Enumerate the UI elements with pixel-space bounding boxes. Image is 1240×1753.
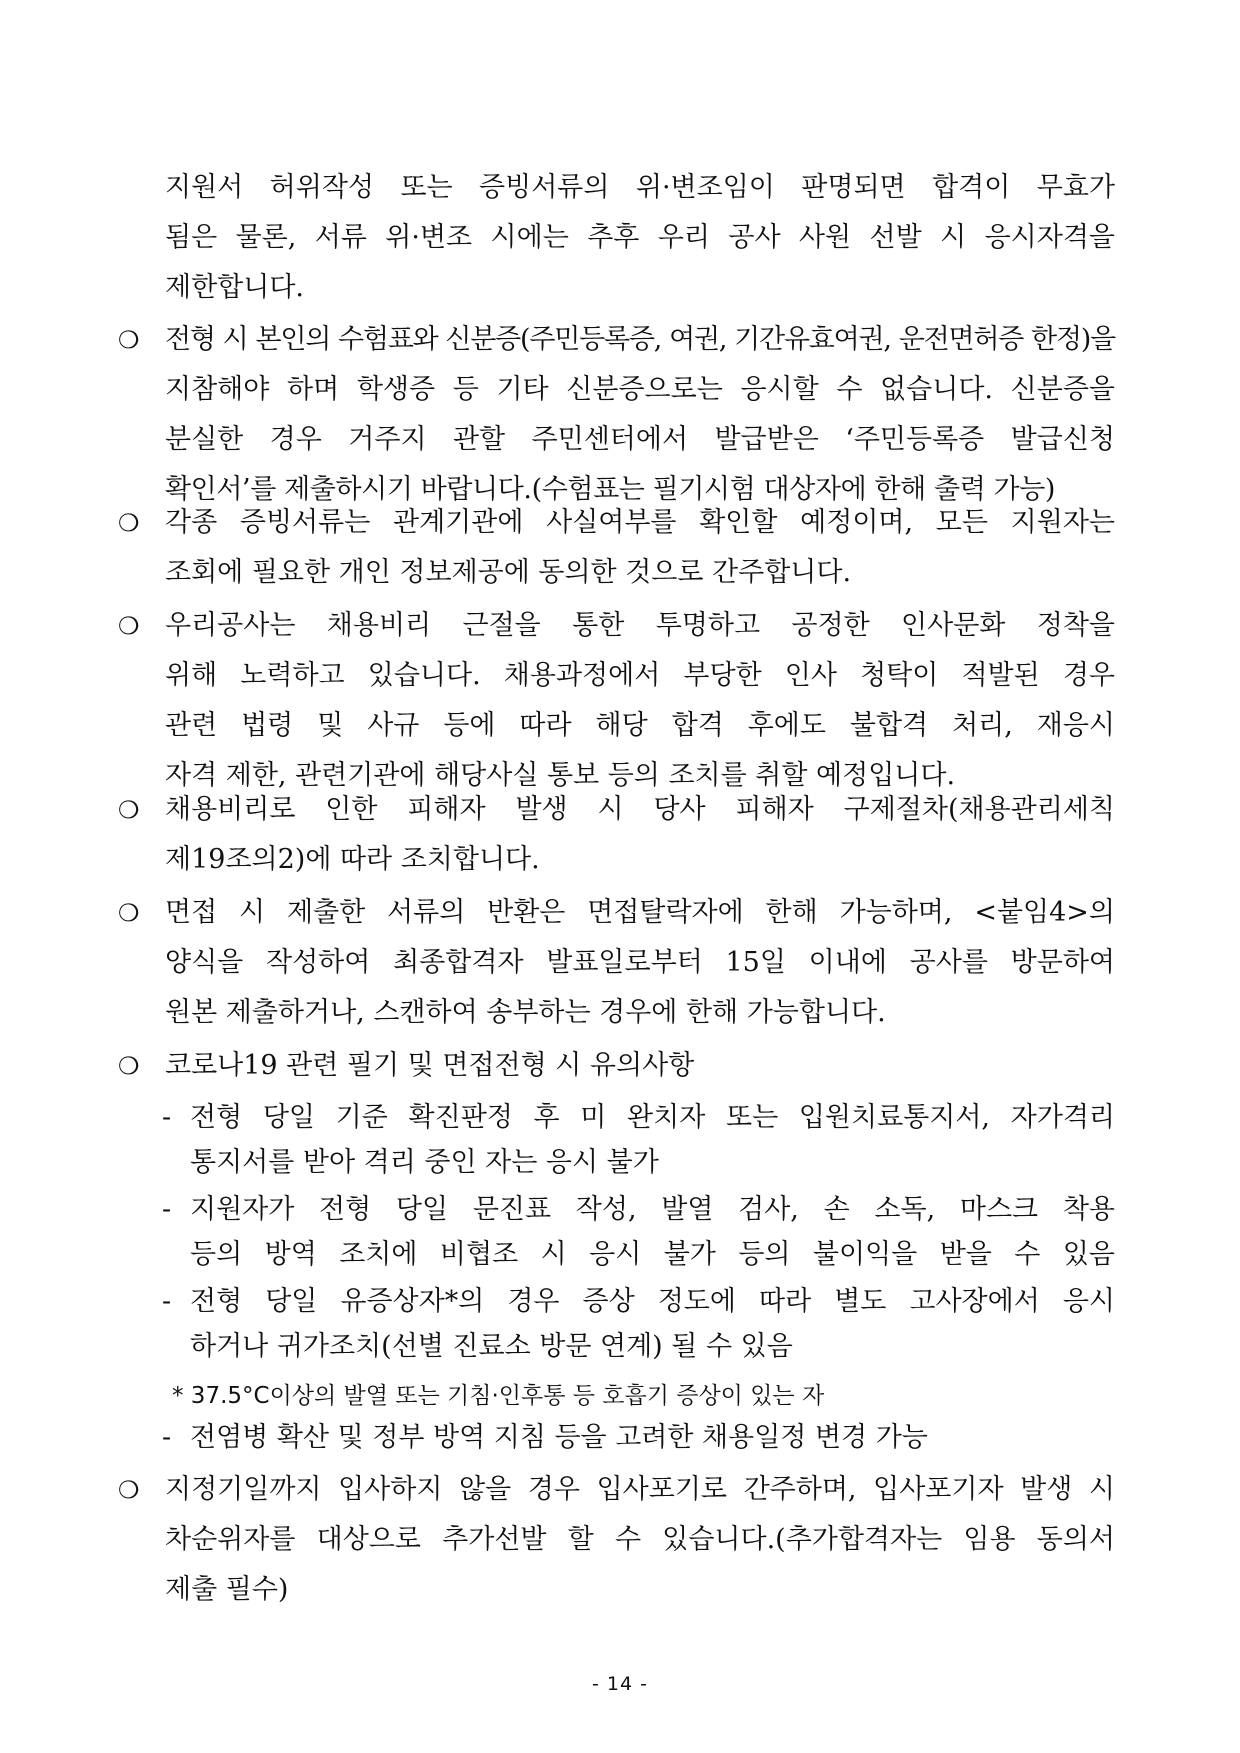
bullet-circle-icon: ❍: [118, 899, 140, 927]
item-3-line-3: 관련 법령 및 사규 등에 따라 해당 합격 후에도 불합격 처리, 재응시: [165, 710, 1115, 741]
item-2-line-1: 각종 증빙서류는 관계기관에 사실여부를 확인할 예정이며, 모든 지원자는: [165, 507, 1115, 538]
covid-sub-3-line-2: 하거나 귀가조치(선별 진료소 방문 연계) 될 수 있음: [190, 1331, 793, 1362]
dash-marker: -: [162, 1422, 172, 1453]
item-2-line-2: 조회에 필요한 개인 정보제공에 동의한 것으로 간주합니다.: [165, 557, 852, 588]
bullet-circle-icon: ❍: [118, 509, 140, 537]
dash-marker: -: [162, 1102, 172, 1133]
item-4-line-1: 채용비리로 인한 피해자 발생 시 당사 피해자 구제절차(채용관리세칙: [165, 794, 1115, 825]
item-4-line-2: 제19조의2)에 따라 조치합니다.: [165, 844, 540, 875]
covid-symptom-note: * 37.5°C이상의 발열 또는 기침·인후통 등 호흡기 증상이 있는 자: [172, 1383, 825, 1409]
covid-sub-2-line-2: 등의 방역 조치에 비협조 시 응시 불가 등의 불이익을 받을 수 있음: [190, 1239, 1115, 1270]
item-7-line-2: 차순위자를 대상으로 추가선발 할 수 있습니다.(추가합격자는 임용 동의서: [165, 1524, 1115, 1555]
intro-line-3: 제한합니다.: [165, 272, 304, 303]
bullet-circle-icon: ❍: [118, 796, 140, 824]
covid-sub-1-line-2: 통지서를 받아 격리 중인 자는 응시 불가: [190, 1147, 659, 1178]
bullet-circle-icon: ❍: [118, 612, 140, 640]
covid-sub-3-line-1: 전형 당일 유증상자*의 경우 증상 정도에 따라 별도 고사장에서 응시: [190, 1286, 1115, 1317]
bullet-circle-icon: ❍: [118, 1052, 140, 1080]
dash-marker: -: [162, 1194, 172, 1225]
item-1-line-3: 분실한 경우 거주지 관할 주민센터에서 발급받은 ‘주민등록증 발급신청: [165, 424, 1115, 455]
item-1-line-4: 확인서’를 제출하시기 바랍니다.(수험표는 필기시험 대상자에 한해 출력 가능): [165, 474, 1056, 505]
item-5-line-3: 원본 제출하거나, 스캔하여 송부하는 경우에 한해 가능합니다.: [165, 997, 886, 1028]
covid-sub-1-line-1: 전형 당일 기준 확진판정 후 미 완치자 또는 입원치료통지서, 자가격리: [190, 1102, 1115, 1133]
bullet-circle-icon: ❍: [118, 1476, 140, 1504]
item-7-line-1: 지정기일까지 입사하지 않을 경우 입사포기로 간주하며, 입사포기자 발생 시: [165, 1474, 1115, 1505]
intro-line-1: 지원서 허위작성 또는 증빙서류의 위·변조임이 판명되면 합격이 무효가: [165, 172, 1115, 203]
item-6-line-1: 코로나19 관련 필기 및 면접전형 시 유의사항: [165, 1050, 695, 1081]
item-1-line-2: 지참해야 하며 학생증 등 기타 신분증으로는 응시할 수 없습니다. 신분증을: [165, 374, 1115, 405]
item-7-line-3: 제출 필수): [165, 1574, 289, 1605]
item-5-line-2: 양식을 작성하여 최종합격자 발표일로부터 15일 이내에 공사를 방문하여: [165, 947, 1115, 978]
covid-sub-4-line-1: 전염병 확산 및 정부 방역 지침 등을 고려한 채용일정 변경 가능: [190, 1422, 928, 1453]
dash-marker: -: [162, 1286, 172, 1317]
bullet-circle-icon: ❍: [118, 326, 140, 354]
item-5-line-1: 면접 시 제출한 서류의 반환은 면접탈락자에 한해 가능하며, <붙임4>의: [165, 897, 1115, 928]
item-3-line-4: 자격 제한, 관련기관에 해당사실 통보 등의 조치를 취할 예정입니다.: [165, 760, 956, 791]
page-number: - 14 -: [592, 1673, 648, 1695]
item-3-line-2: 위해 노력하고 있습니다. 채용과정에서 부당한 인사 청탁이 적발된 경우: [165, 660, 1115, 691]
item-3-line-1: 우리공사는 채용비리 근절을 통한 투명하고 공정한 인사문화 정착을: [165, 610, 1115, 641]
intro-line-2: 됨은 물론, 서류 위·변조 시에는 추후 우리 공사 사원 선발 시 응시자격을: [165, 222, 1115, 253]
item-1-line-1: 전형 시 본인의 수험표와 신분증(주민등록증, 여권, 기간유효여권, 운전면허증 한정)을: [165, 324, 1115, 355]
covid-sub-2-line-1: 지원자가 전형 당일 문진표 작성, 발열 검사, 손 소독, 마스크 착용: [190, 1194, 1115, 1225]
